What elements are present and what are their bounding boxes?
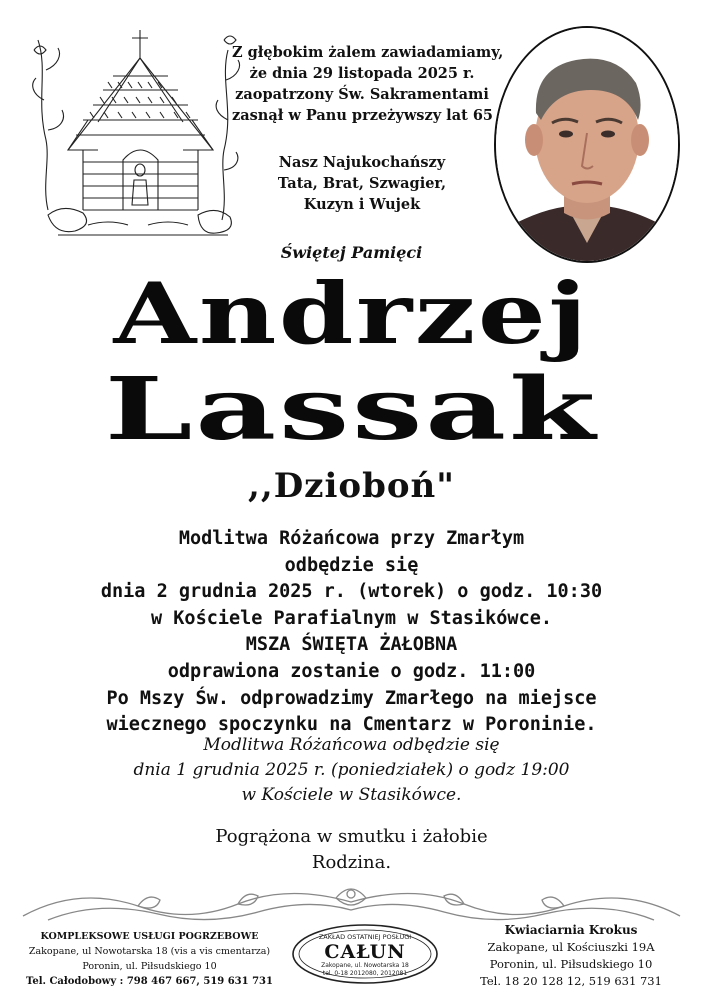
announcement-line: zaopatrzony Św. Sakramentami	[235, 86, 489, 103]
florist-phone: Tel. 18 20 128 12, 519 631 731	[480, 974, 662, 988]
relation-line: Tata, Brat, Szwagier,	[277, 175, 447, 192]
details-line: Po Mszy Św. odprowadzimy Zmarłego na miejsce	[106, 687, 597, 709]
last-name: Lassak	[104, 359, 599, 460]
rosary-info	[0, 733, 703, 808]
rosary-line: Modlitwa Różańcowa odbędzie się	[203, 735, 500, 755]
first-name: Andrzej	[113, 264, 590, 363]
logo-name: CAŁUN	[324, 941, 406, 963]
memory-heading: Świętej Pamięci	[280, 243, 423, 262]
announcement-line: Z głębokim żalem zawiadamiamy,	[232, 44, 504, 61]
logo-address: Zakopane, ul. Nowotarska 18	[321, 962, 409, 969]
announcement-text	[232, 42, 504, 126]
portrait-image	[496, 28, 678, 261]
details-line: Modlitwa Różańcowa przy Zmarłym	[178, 528, 525, 549]
announcement-line: zasnął w Panu przeżywszy lat 65	[232, 107, 494, 124]
details-line: dnia 2 grudnia 2025 r. (wtorek) o godz. 10:30	[100, 581, 603, 603]
family-line: Pogrążona w smutku i żałobie	[215, 826, 488, 847]
relation-line: Nasz Najukochańszy	[278, 154, 446, 171]
details-line: odprawiona zostanie o godz. 11:00	[167, 660, 536, 682]
calun-logo	[290, 923, 440, 985]
details-line: MSZA ŚWIĘTA ŻAŁOBNA	[245, 634, 458, 656]
rosary-line: w Kościele w Stasikówce.	[241, 785, 462, 805]
details-line: odbędzie się	[284, 554, 419, 576]
funeral-home-title: KOMPLEKSOWE USŁUGI POGRZEBOWE	[40, 931, 259, 942]
florist-address: Poronin, ul. Piłsudskiego 10	[489, 957, 653, 971]
chapel-illustration	[28, 10, 248, 245]
family-line: Rodzina.	[311, 852, 392, 873]
florist-title: Kwiaciarnia Krokus	[504, 923, 638, 937]
funeral-home-phone: Tel. Całodobowy : 798 467 667, 519 631 731	[26, 976, 273, 987]
logo-phone: tel. 0-18 2012080, 2012081	[322, 970, 408, 977]
relation-line: Kuzyn i Wujek	[303, 196, 421, 213]
funeral-home-info	[12, 929, 287, 989]
funeral-home-address: Poronin, ul. Piłsudskiego 10	[82, 961, 217, 972]
funeral-details	[0, 526, 703, 739]
portrait-photo	[494, 26, 680, 263]
announcement-line: że dnia 29 listopada 2025 r.	[249, 65, 475, 82]
family-signature	[0, 824, 703, 876]
ornament-divider	[18, 876, 685, 928]
logo-top-text: ZAKŁAD OSTATNIEJ POSŁUGI	[318, 933, 412, 941]
nickname: ,,Dziobоń"	[248, 466, 455, 506]
florist-info	[446, 922, 696, 990]
florist-address: Zakopane, ul Kościuszki 19A	[487, 940, 655, 954]
details-line: wiecznego spoczynku na Cmentarz w Poroninie.	[106, 714, 597, 736]
relation-text	[232, 152, 492, 215]
rosary-line: dnia 1 grudnia 2025 r. (poniedziałek) o godz 19:00	[133, 760, 570, 780]
details-line: w Kościele Parafialnym w Stasikówce.	[151, 607, 552, 629]
funeral-home-address: Zakopane, ul Nowotarska 18 (vis a vis cmentarza)	[28, 946, 271, 957]
